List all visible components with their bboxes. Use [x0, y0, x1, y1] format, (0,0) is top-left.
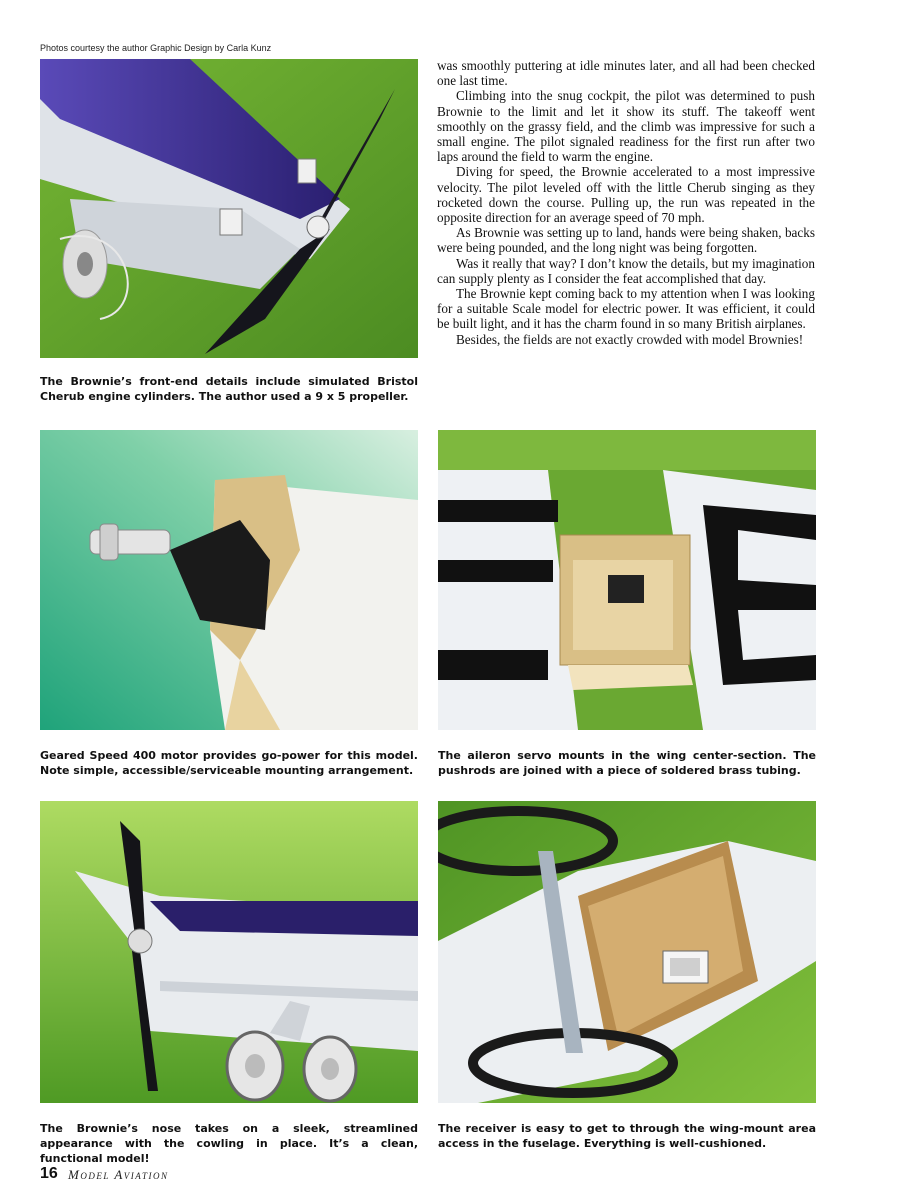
magazine-name: Model Aviation [68, 1167, 169, 1182]
caption-nose: The Brownie’s nose takes on a sleek, streamlined appearance with the cowling in place. It’s a clean, functional model! [40, 1122, 418, 1165]
photo-motor [40, 430, 418, 730]
body-paragraph: Besides, the fields are not exactly crowded with model Brownies! [456, 331, 804, 347]
page-number: 16 [40, 1165, 58, 1182]
body-paragraph: Climbing into the snug cockpit, the pilot was determined to push Brownie to the limit and let it show its stuff. The takeoff went smoothly on the grassy field, and the climb was impressive for such a small engine. The pilot signaled readiness for the first run after two laps around the field to warm the engine. [437, 88, 815, 165]
photo-nose [40, 801, 418, 1103]
body-paragraph: The Brownie kept coming back to my attention when I was looking for a suitable Scale model for electric power. It was efficient, it could be built light, and it has the charm found in so many British airplanes. [437, 286, 815, 332]
caption-motor: Geared Speed 400 motor provides go-power for this model. Note simple, accessible/serviceable mounting arrangement. [40, 749, 418, 777]
body-paragraph: As Brownie was setting up to land, hands were being shaken, backs were being pounded, and the long night was being forgotten. [437, 225, 815, 256]
body-paragraph: Was it really that way? I don’t know the details, but my imagination can supply plenty as I consider the feat accomplished that day. [437, 255, 815, 286]
body-paragraph: Diving for speed, the Brownie accelerated to a most impressive velocity. The pilot leveled off with the little Cherub singing as they rocketed down the course. Pulling up, the run was repeated in the opposite direction for an average speed of 70 mph. [437, 164, 815, 226]
photo-servo [438, 430, 816, 730]
caption-front-end: The Brownie’s front-end details include simulated Bristol Cherub engine cylinders. The author used a 9 x 5 propeller. [40, 375, 418, 403]
photo-front-end [40, 59, 418, 358]
photo-receiver [438, 801, 816, 1103]
article-body [437, 58, 815, 347]
caption-servo: The aileron servo mounts in the wing center-section. The pushrods are joined with a piece of soldered brass tubing. [438, 749, 816, 777]
caption-receiver: The receiver is easy to get to through the wing-mount area access in the fuselage. Everything is well-cushioned. [438, 1122, 816, 1150]
photo-credit: Photos courtesy the author Graphic Design by Carla Kunz [40, 43, 272, 53]
body-paragraph: was smoothly puttering at idle minutes later, and all had been checked one last time. [437, 58, 815, 89]
